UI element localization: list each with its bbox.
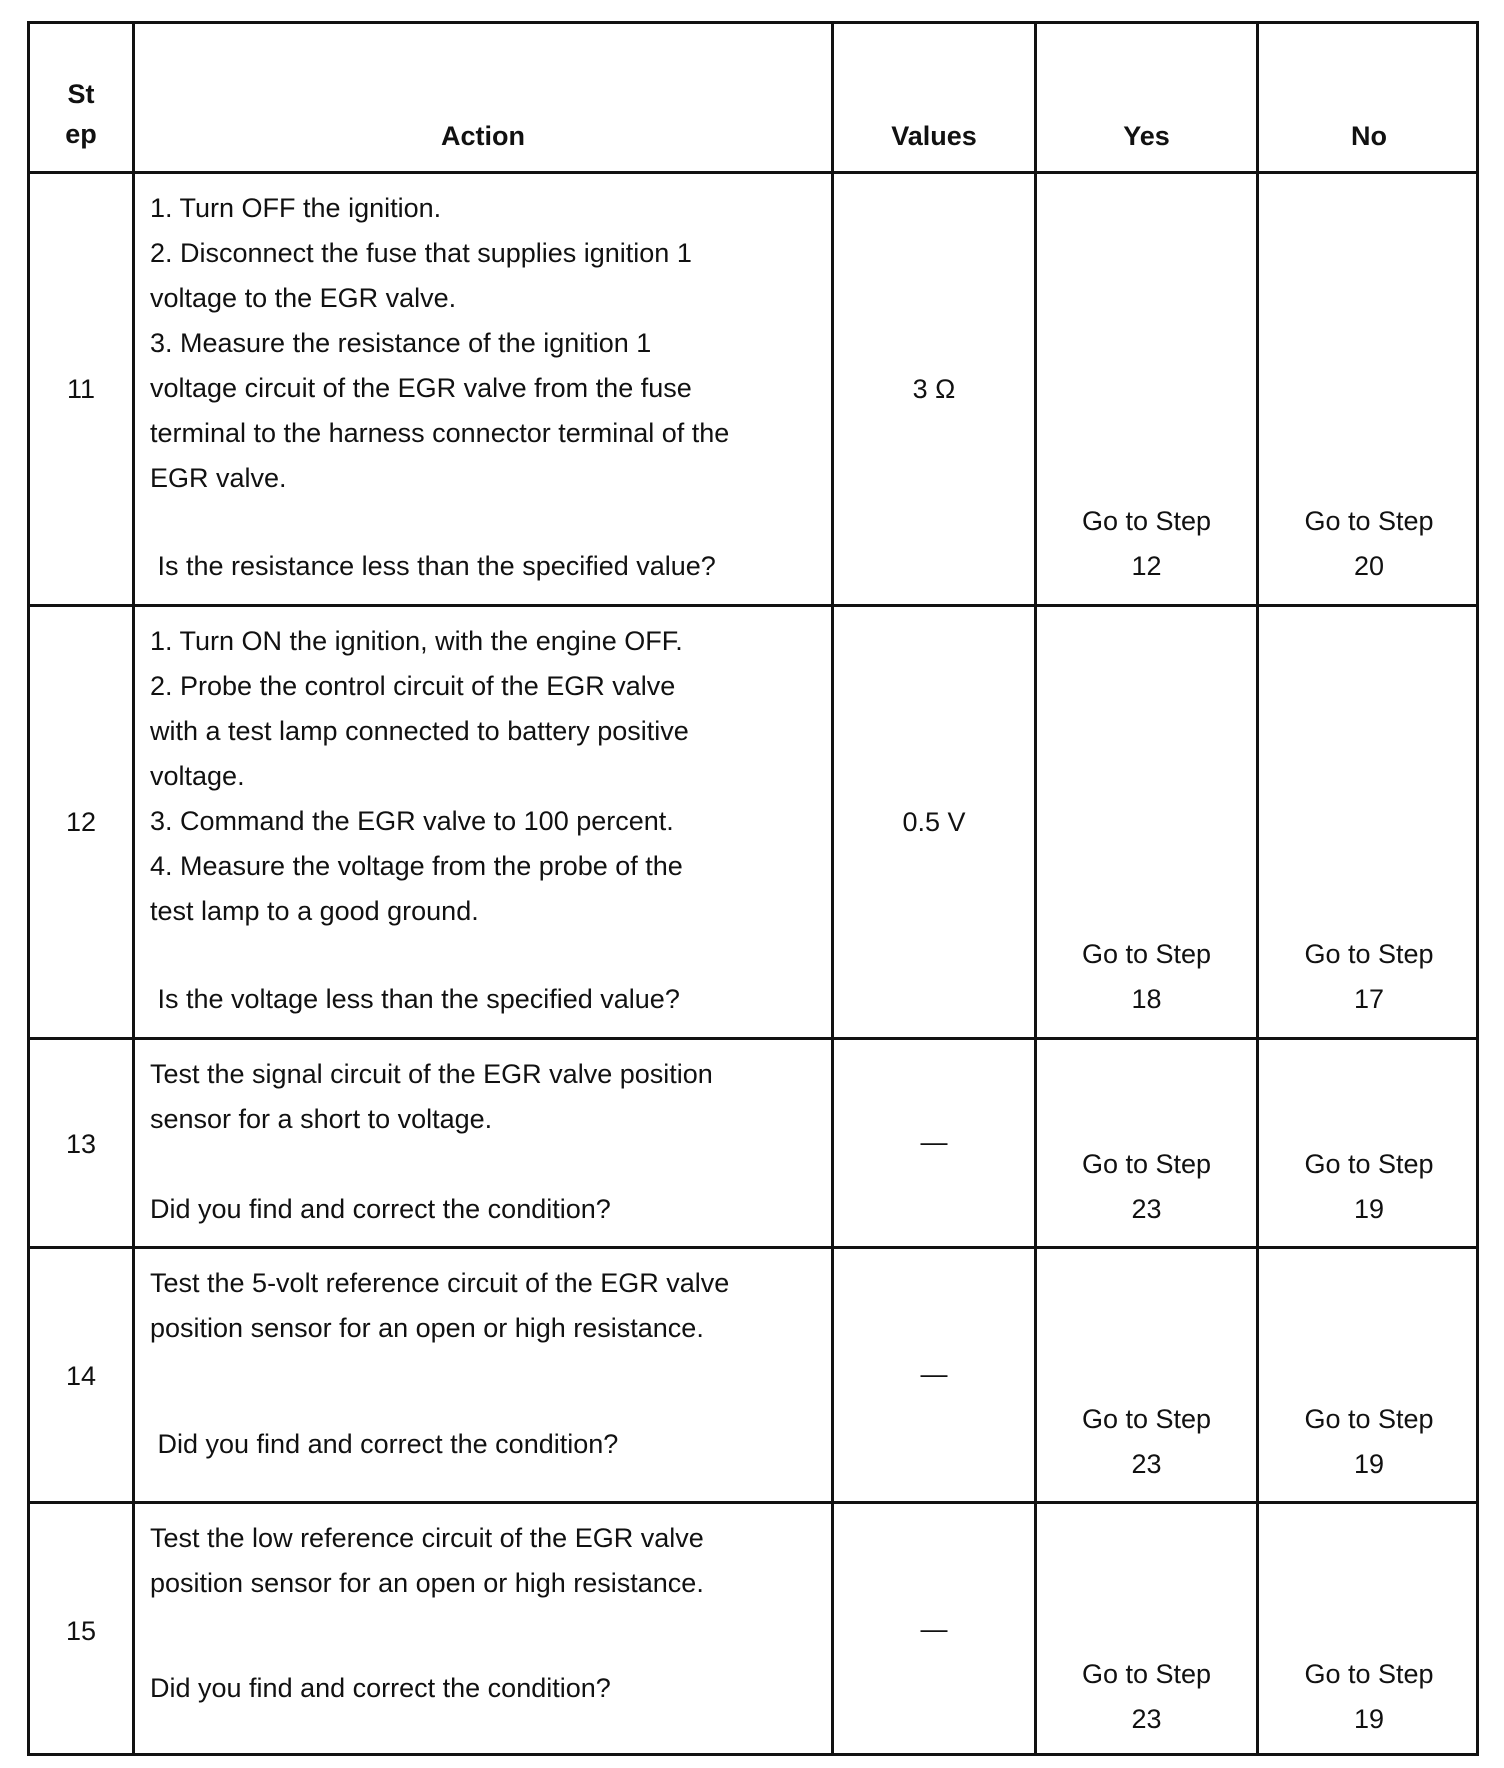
column-divider — [1034, 24, 1037, 1753]
step-number: 11 — [66, 374, 96, 404]
action-line: Test the low reference circuit of the EGR valve — [150, 1523, 704, 1553]
header-no: No — [1351, 121, 1387, 151]
action-line: 3. Command the EGR valve to 100 percent. — [150, 806, 674, 836]
no-goto-step: Go to Step 19 — [1304, 1404, 1434, 1479]
action-line: test lamp to a good ground. — [150, 896, 479, 926]
action-text — [150, 619, 830, 934]
yes-goto-step: Go to Step 23 — [1081, 1149, 1212, 1224]
column-divider — [831, 24, 834, 1753]
action-question: Did you find and correct the condition? — [150, 1673, 611, 1703]
header-action: Action — [441, 121, 525, 151]
row-divider — [30, 171, 1476, 174]
action-line: 2. Disconnect the fuse that supplies ignition 1 — [150, 238, 692, 268]
action-line: EGR valve. — [150, 463, 287, 493]
spec-value: 3 Ω — [912, 374, 956, 404]
row-divider — [30, 1501, 1476, 1504]
action-line: 1. Turn OFF the ignition. — [150, 193, 442, 223]
step-number: 14 — [65, 1361, 97, 1391]
action-line: Test the signal circuit of the EGR valve position — [150, 1059, 713, 1089]
spec-value: 0.5 V — [902, 807, 966, 837]
action-line: 1. Turn ON the ignition, with the engine OFF. — [150, 626, 683, 656]
column-divider — [132, 24, 135, 1753]
row-divider — [30, 1246, 1476, 1249]
action-line: position sensor for an open or high resistance. — [150, 1313, 704, 1343]
action-line: 2. Probe the control circuit of the EGR valve — [150, 671, 676, 701]
action-line: sensor for a short to voltage. — [150, 1104, 493, 1134]
diagnostic-table — [27, 21, 1479, 1756]
action-line: 3. Measure the resistance of the ignition 1 — [150, 328, 652, 358]
header-values: Values — [891, 121, 977, 151]
header-step: St ep — [65, 79, 97, 149]
column-divider — [1256, 24, 1259, 1753]
action-line: 4. Measure the voltage from the probe of the — [150, 851, 683, 881]
no-goto-step: Go to Step 19 — [1304, 1149, 1434, 1224]
row-divider — [30, 604, 1476, 607]
action-text — [150, 1261, 830, 1351]
no-goto-step: Go to Step 19 — [1304, 1659, 1434, 1734]
action-line: voltage to the EGR valve. — [150, 283, 457, 313]
step-number: 13 — [65, 1129, 97, 1159]
action-text — [150, 186, 830, 501]
action-line: terminal to the harness connector terminal of the — [150, 418, 730, 448]
yes-goto-step: Go to Step 23 — [1081, 1404, 1212, 1479]
step-number: 15 — [65, 1616, 97, 1646]
action-question: Did you find and correct the condition? — [150, 1429, 619, 1459]
step-number: 12 — [65, 807, 97, 837]
no-goto-step: Go to Step 17 — [1304, 939, 1434, 1014]
action-question: Is the resistance less than the specified value? — [150, 551, 716, 581]
action-line: position sensor for an open or high resistance. — [150, 1568, 704, 1598]
spec-value: — — [920, 1614, 948, 1644]
action-question: Is the voltage less than the specified value? — [150, 984, 680, 1014]
header-yes: Yes — [1123, 121, 1170, 151]
yes-goto-step: Go to Step 12 — [1081, 506, 1212, 581]
action-text — [150, 1052, 830, 1142]
no-goto-step: Go to Step 20 — [1304, 506, 1434, 581]
spec-value: — — [920, 1359, 948, 1389]
action-question: Did you find and correct the condition? — [150, 1194, 611, 1224]
action-line: with a test lamp connected to battery positive — [150, 716, 689, 746]
yes-goto-step: Go to Step 18 — [1081, 939, 1212, 1014]
row-divider — [30, 1037, 1476, 1040]
action-text — [150, 1516, 830, 1606]
action-line: Test the 5-volt reference circuit of the EGR valve — [150, 1268, 730, 1298]
action-line: voltage circuit of the EGR valve from the fuse — [150, 373, 692, 403]
yes-goto-step: Go to Step 23 — [1081, 1659, 1212, 1734]
spec-value: — — [920, 1127, 948, 1157]
action-line: voltage. — [150, 761, 245, 791]
